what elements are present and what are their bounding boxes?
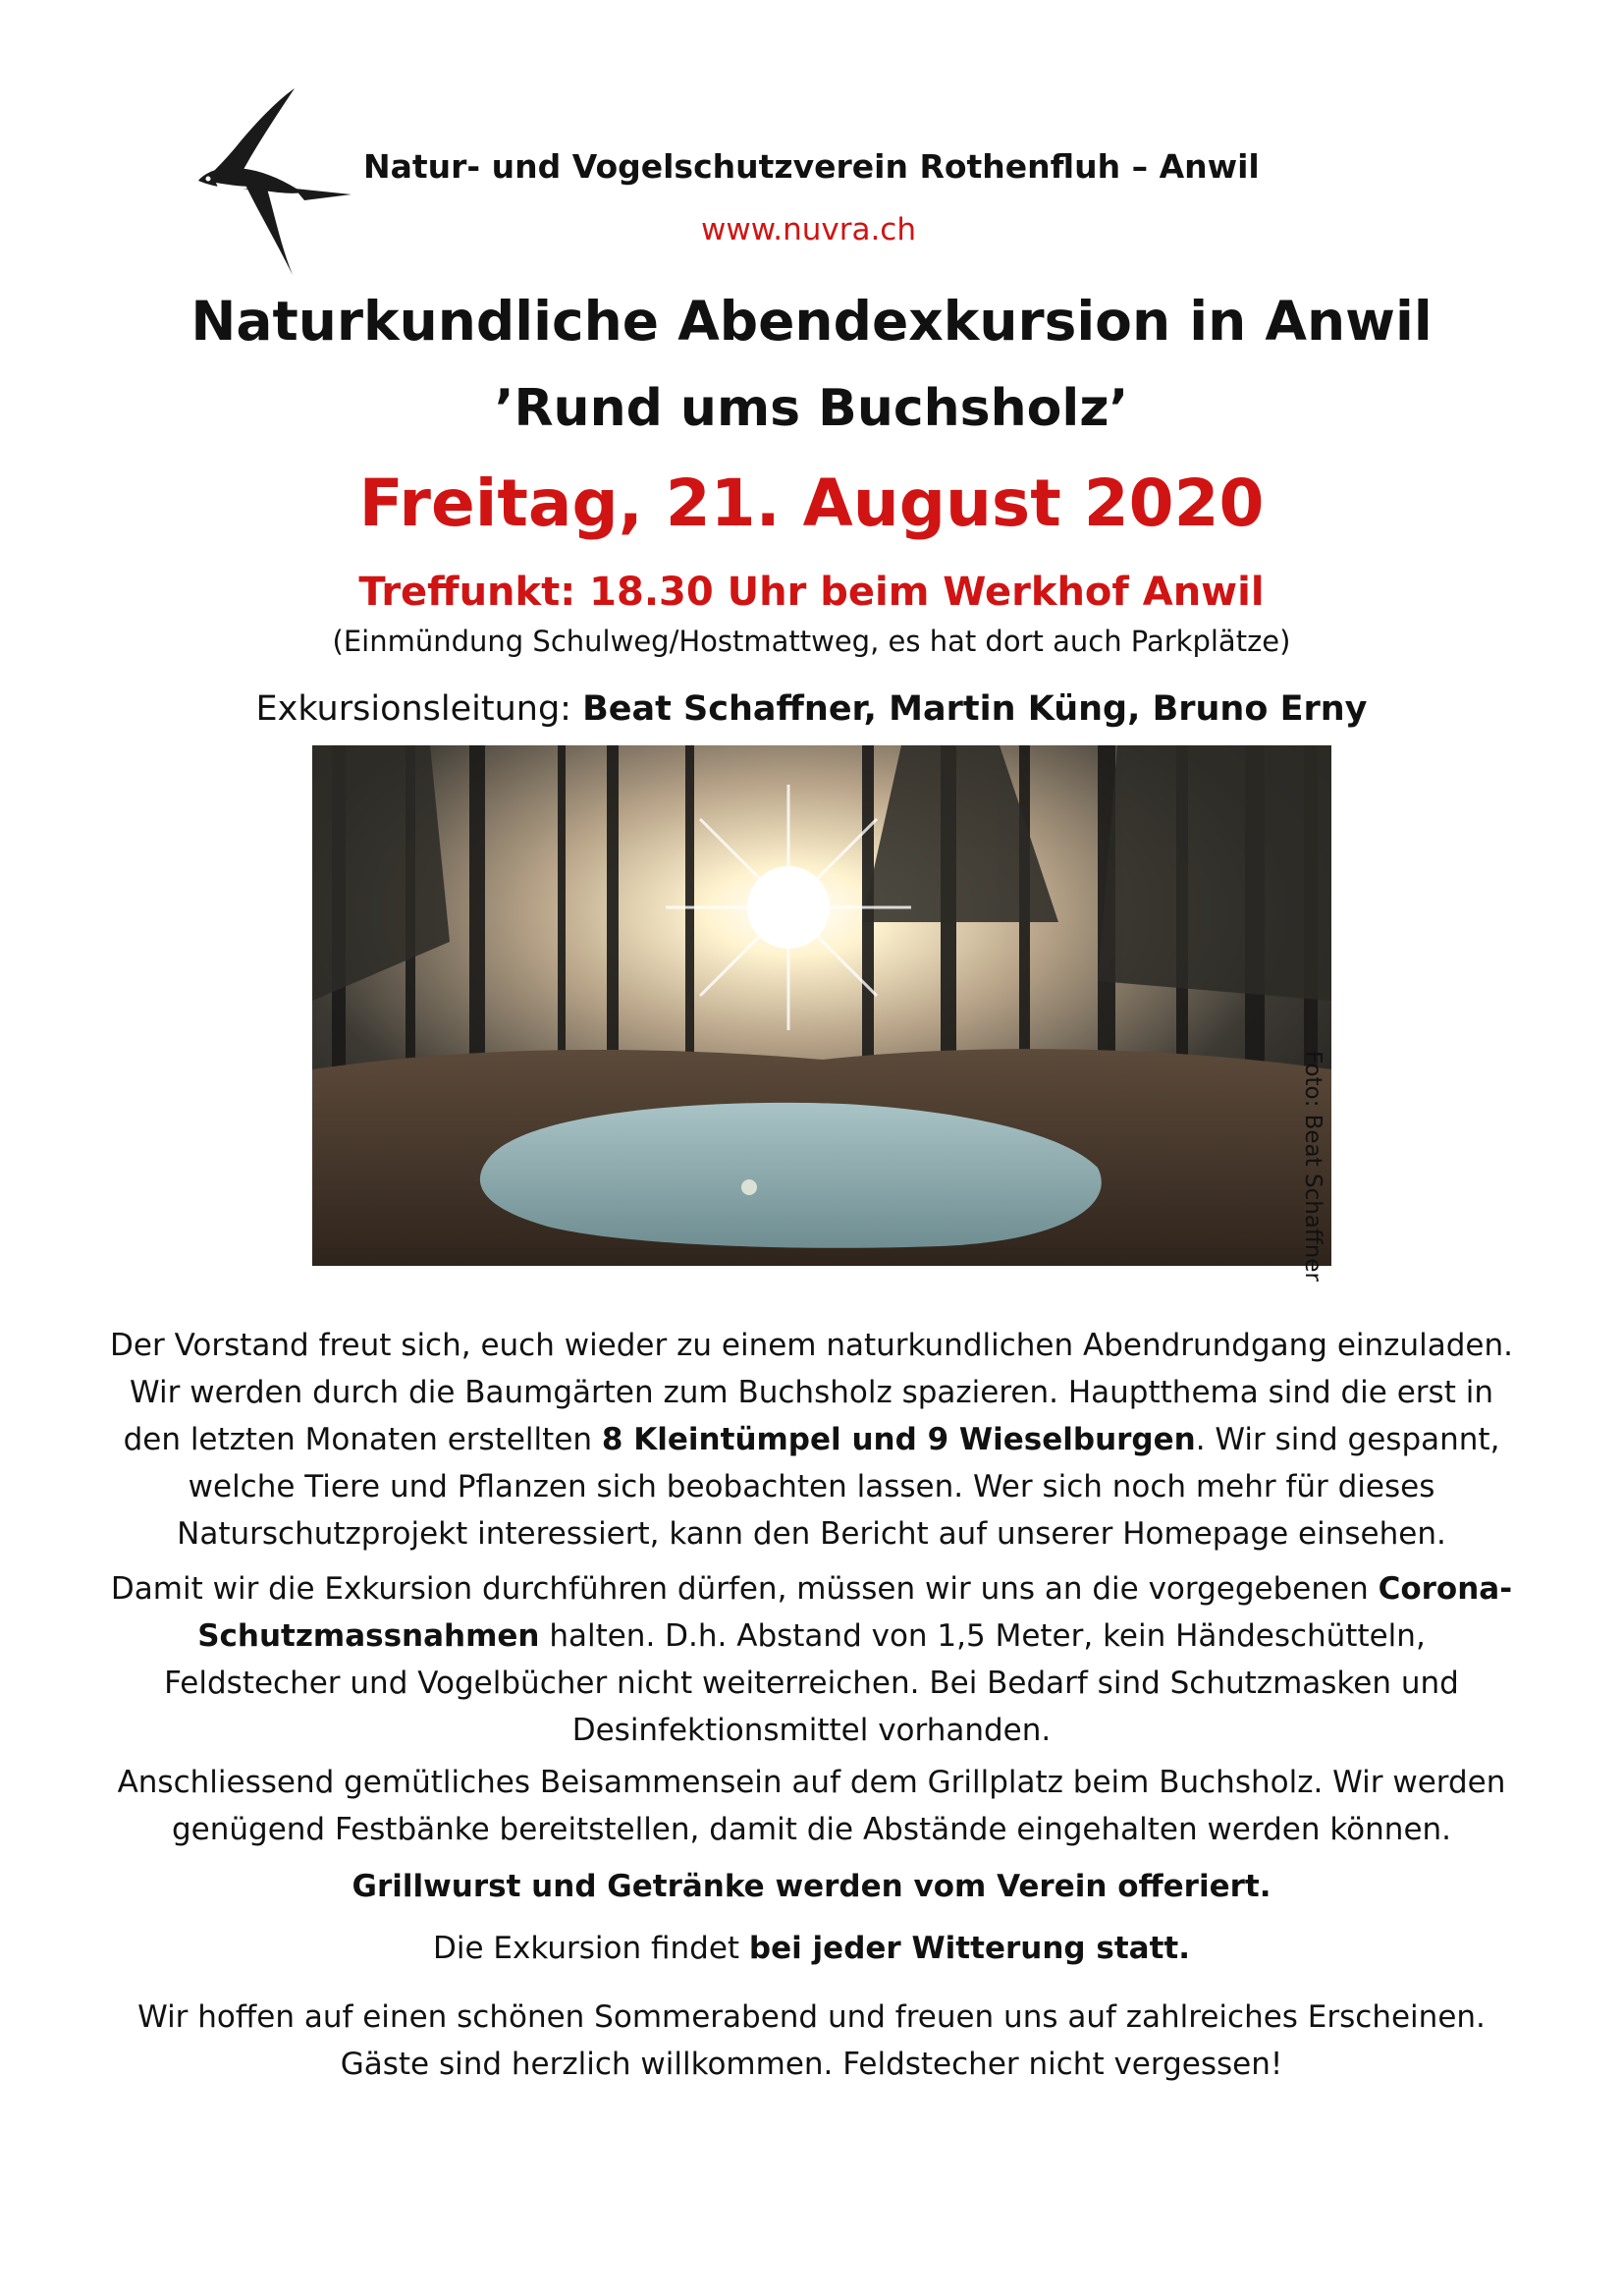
p2-text-b: halten. D.h. Abstand von 1,5 Meter, kein Händeschütteln, Feldstecher und Vogelbücher nicht weiterreichen. Bei Bedarf sind Schutzmasken und Desinfektionsmittel vorhanden.	[164, 1618, 1459, 1748]
meeting-point: Treffunkt: 18.30 Uhr beim Werkhof Anwil	[358, 570, 1265, 615]
swift-bird-icon	[187, 79, 373, 285]
event-subtitle: ’Rund ums Buchsholz’	[494, 379, 1129, 438]
meeting-note: (Einmündung Schulweg/Hostmattweg, es hat dort auch Parkplätze)	[332, 625, 1291, 658]
closing-line-1: Wir hoffen auf einen schönen Sommerabend und freuen uns auf zahlreiches Erscheinen.	[137, 1999, 1486, 2035]
closing-line-2: Gäste sind herzlich willkommen. Feldstecher nicht vergessen!	[340, 2047, 1283, 2082]
corona-paragraph	[108, 1565, 1515, 1754]
p1-text-a: Der Vorstand freut sich, euch wieder zu einem naturkundlichen Abendrundgang einzuladen. Wir werden durch die Baumgärten zum Buchsholz spazieren. Hauptthema sind die erst in den letzten Monaten erstellten	[110, 1328, 1513, 1457]
closing-paragraph	[108, 1994, 1515, 2088]
p1-text-b: . Wir sind gespannt, welche Tiere und Pflanzen sich beobachten lassen. Wer sich noch mehr für dieses Naturschutzprojekt interessiert, kann den Bericht auf unserer Homepage einsehen.	[177, 1422, 1500, 1552]
p1-highlight: 8 Kleintümpel und 9 Wieselburgen	[601, 1422, 1196, 1457]
website-link[interactable]: www.nuvra.ch	[701, 212, 916, 247]
grill-paragraph: Anschliessend gemütliches Beisammensein auf dem Grillplatz beim Buchsholz. Wir werden genügend Festbänke bereitstellen, damit die Abstände eingehalten werden können.	[117, 1765, 1506, 1847]
leaders-names: Beat Schaffner, Martin Küng, Bruno Erny	[582, 689, 1368, 729]
forest-pond-photo	[312, 745, 1331, 1266]
photo-credit: Foto: Beat Schaffner	[1300, 1051, 1325, 1282]
p2-highlight: Corona-Schutzmassnahmen	[197, 1571, 1513, 1654]
weather-note	[108, 1925, 1515, 1972]
event-title: Naturkundliche Abendexkursion in Anwil	[190, 290, 1433, 353]
p5-text: Die Exkursion findet	[433, 1931, 749, 1966]
organization-name: Natur- und Vogelschutzverein Rothenfluh – Anwil	[363, 147, 1260, 186]
p5-highlight: bei jeder Witterung statt.	[748, 1931, 1190, 1966]
event-date: Freitag, 21. August 2020	[358, 465, 1265, 541]
excursion-leaders	[0, 689, 1623, 729]
intro-paragraph	[108, 1322, 1515, 1558]
p2-text-a: Damit wir die Exkursion durchführen dürfen, müssen wir uns an die vorgegebenen	[110, 1571, 1379, 1607]
grill-offer: Grillwurst und Getränke werden vom Verein offeriert.	[352, 1869, 1271, 1904]
leaders-label: Exkursionsleitung:	[255, 689, 583, 729]
